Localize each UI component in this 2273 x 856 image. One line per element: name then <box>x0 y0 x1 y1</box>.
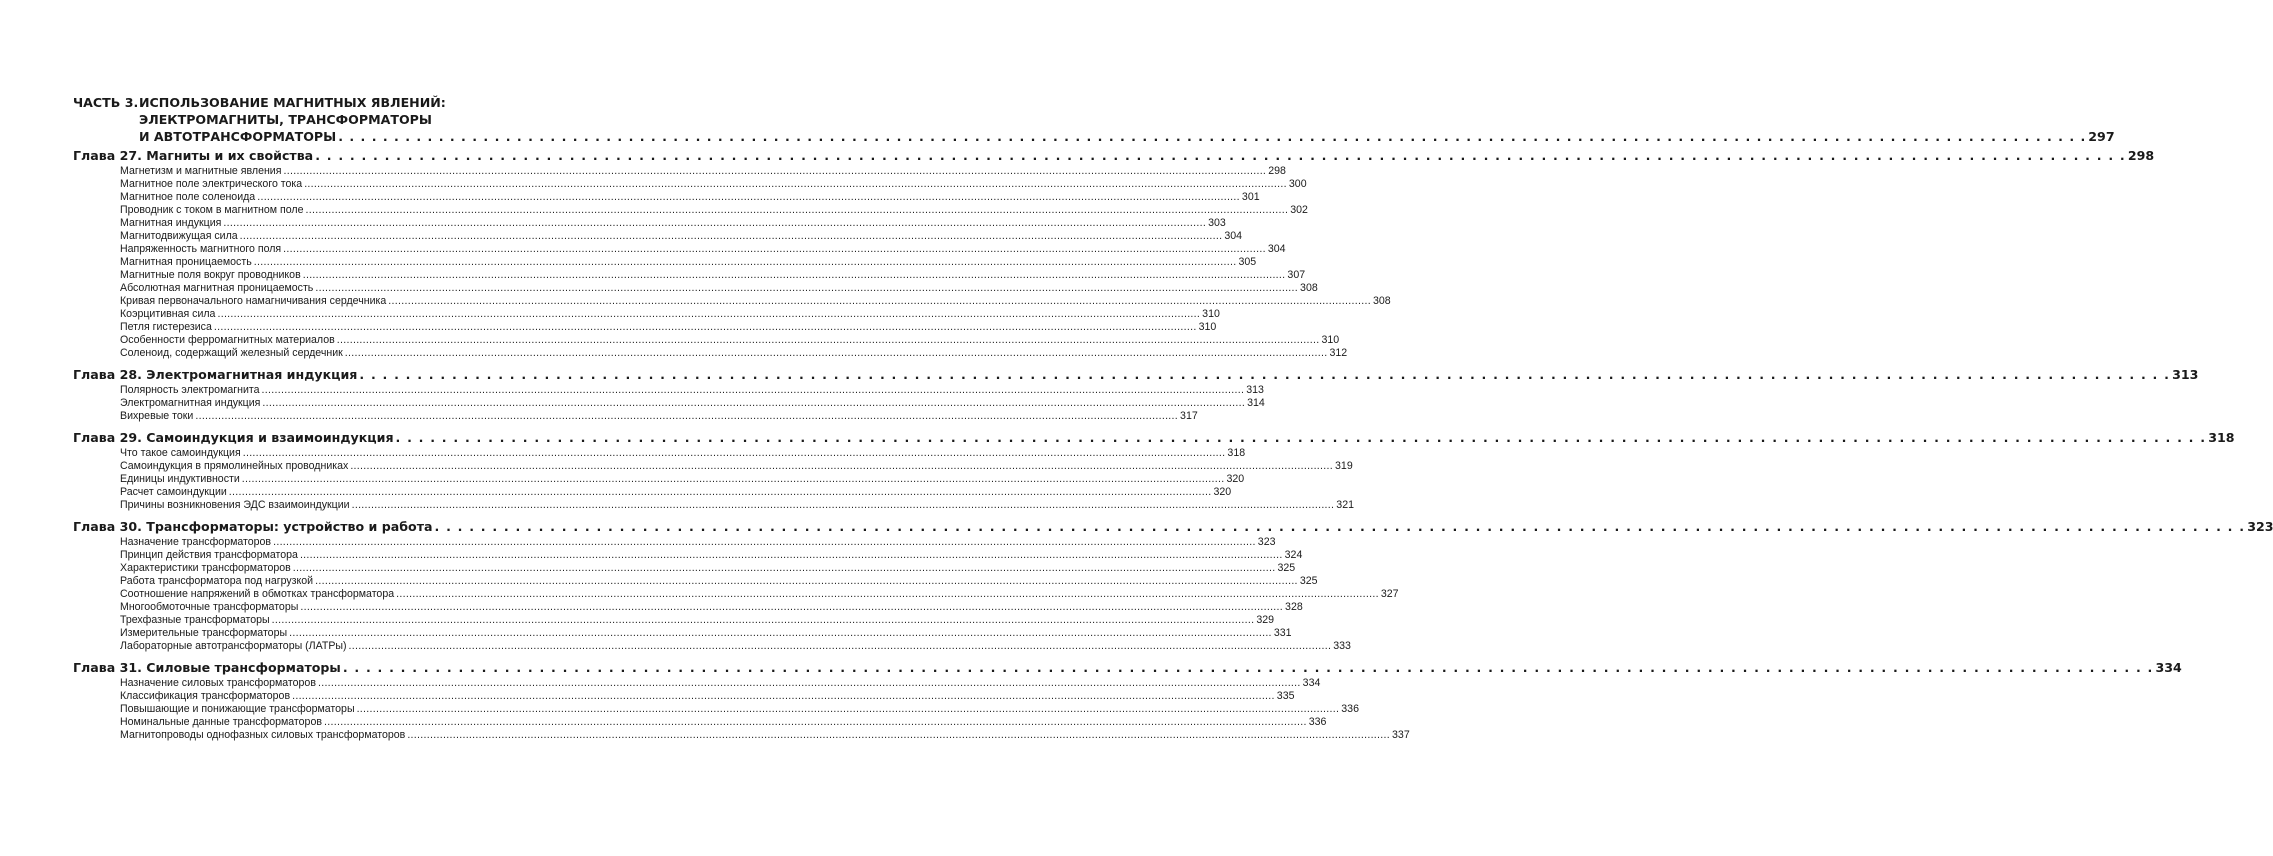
toc-entry[interactable] <box>120 334 1340 347</box>
toc-entry[interactable] <box>120 243 1286 256</box>
part-title-line: ИСПОЛЬЗОВАНИЕ МАГНИТНЫХ ЯВЛЕНИЙ: <box>139 95 446 110</box>
dot-leader <box>345 347 1328 360</box>
chapter <box>73 147 2155 360</box>
toc-entry-title: Соотношение напряжений в обмотках трансформатора <box>120 588 395 600</box>
toc-entry[interactable] <box>120 614 1275 627</box>
toc-entry[interactable] <box>120 217 1226 230</box>
toc-entry[interactable] <box>120 397 1265 410</box>
dot-leader <box>338 128 2086 145</box>
chapter-title: Глава 30. Трансформаторы: устройство и работа <box>73 519 433 534</box>
chapter-list <box>73 147 2273 742</box>
toc-entry-page: 324 <box>1284 549 1303 561</box>
toc-entry-title: Абсолютная магнитная проницаемость <box>120 282 314 294</box>
toc-entry-page: 300 <box>1288 178 1307 190</box>
chapter-heading[interactable] <box>73 366 2199 383</box>
toc-entry-page: 319 <box>1335 460 1353 472</box>
toc-entry-title: Трехфазные трансформаторы <box>120 614 270 626</box>
toc-entry[interactable] <box>120 384 1264 397</box>
toc-entry-title: Особенности ферромагнитных материалов <box>120 334 335 346</box>
dot-leader <box>352 499 1335 512</box>
toc-entry[interactable] <box>120 460 1353 473</box>
toc-entry-page: 302 <box>1290 204 1308 216</box>
toc-entry-page: 305 <box>1238 256 1257 268</box>
dot-leader <box>349 640 1332 653</box>
toc-entry-page: 328 <box>1285 601 1303 613</box>
toc-entry[interactable] <box>120 347 1348 360</box>
dot-leader <box>315 575 1298 588</box>
toc-entry-title: Полярность электромагнита <box>120 384 260 396</box>
chapter-heading[interactable] <box>73 147 2155 164</box>
chapter-title: Глава 27. Магниты и их свойства <box>73 148 314 163</box>
dot-leader <box>315 282 1298 295</box>
toc-entry-page: 321 <box>1336 499 1354 511</box>
toc-entry[interactable] <box>120 486 1232 499</box>
chapter <box>73 366 2199 423</box>
dot-leader <box>357 703 1340 716</box>
toc-entry[interactable] <box>120 562 1296 575</box>
toc-entry[interactable] <box>120 703 1359 716</box>
dot-leader <box>283 243 1266 256</box>
toc-entry-page: 310 <box>1202 308 1220 320</box>
dot-leader <box>337 334 1320 347</box>
toc-entry-title: Магнитопроводы однофазных силовых трансформаторов <box>120 729 406 741</box>
toc-entry-title: Классификация трансформаторов <box>120 690 291 702</box>
toc-entry[interactable] <box>120 321 1217 334</box>
section-list <box>120 536 1399 653</box>
toc-entry-page: 336 <box>1308 716 1327 728</box>
toc-entry-page: 327 <box>1380 588 1399 600</box>
toc-entry-title: Единицы индуктивности <box>120 473 240 485</box>
dot-leader <box>407 729 1390 742</box>
dot-leader <box>243 447 1226 460</box>
dot-leader <box>257 191 1240 204</box>
toc-entry-title: Лабораторные автотрансформаторы (ЛАТРы) <box>120 640 347 652</box>
toc-entry-title: Магнитная проницаемость <box>120 256 252 268</box>
toc-entry[interactable] <box>120 640 1351 653</box>
toc-entry-page: 298 <box>1268 165 1286 177</box>
part-title-last-line <box>139 128 2115 145</box>
chapter-page-number: 318 <box>2208 430 2235 445</box>
toc-entry[interactable] <box>120 627 1292 640</box>
dot-leader <box>435 518 2246 535</box>
part-title-line: И АВТОТРАНСФОРМАТОРЫ <box>139 129 337 144</box>
dot-leader <box>289 627 1272 640</box>
dot-leader <box>300 549 1283 562</box>
dot-leader <box>292 690 1275 703</box>
toc-entry-page: 303 <box>1208 217 1226 229</box>
toc-entry-page: 334 <box>1302 677 1321 689</box>
toc-entry-page: 320 <box>1226 473 1245 485</box>
chapter <box>73 659 2182 742</box>
toc-entry[interactable] <box>120 410 1198 423</box>
toc-entry-title: Номинальные данные трансформаторов <box>120 716 322 728</box>
chapter-title: Глава 31. Силовые трансформаторы <box>73 660 341 675</box>
toc-entry-page: 317 <box>1180 410 1198 422</box>
toc-entry-page: 325 <box>1299 575 1318 587</box>
toc-entry-page: 325 <box>1277 562 1296 574</box>
toc-entry[interactable] <box>120 677 1321 690</box>
toc-entry-title: Магнитное поле электрического тока <box>120 178 303 190</box>
toc-entry-title: Многообмоточные трансформаторы <box>120 601 299 613</box>
toc-entry-title: Магнитная индукция <box>120 217 222 229</box>
dot-leader <box>195 410 1178 423</box>
toc-entry-page: 335 <box>1276 690 1295 702</box>
dot-leader <box>359 366 2170 383</box>
dot-leader <box>306 204 1289 217</box>
toc-entry-title: Назначение силовых трансформаторов <box>120 677 316 689</box>
toc-entry-page: 318 <box>1227 447 1246 459</box>
dot-leader <box>350 460 1333 473</box>
toc-entry-title: Характеристики трансформаторов <box>120 562 291 574</box>
toc-entry-title: Коэрцитивная сила <box>120 308 216 320</box>
toc-entry-title: Вихревые токи <box>120 410 194 422</box>
section-list <box>120 384 1265 423</box>
toc-entry-title: Причины возникновения ЭДС взаимоиндукции <box>120 499 350 511</box>
part-page-number: 297 <box>2088 129 2115 144</box>
toc-entry[interactable] <box>120 716 1327 729</box>
chapter <box>73 429 2235 512</box>
toc-entry[interactable] <box>120 308 1220 321</box>
chapter-heading[interactable] <box>73 518 2273 535</box>
toc-entry-title: Принцип действия трансформатора <box>120 549 298 561</box>
toc-entry-page: 308 <box>1372 295 1391 307</box>
dot-leader <box>254 256 1237 269</box>
chapter-page-number: 313 <box>2172 367 2199 382</box>
dot-leader <box>240 230 1223 243</box>
toc-entry-title: Электромагнитная индукция <box>120 397 261 409</box>
dot-leader <box>242 473 1225 486</box>
toc-entry[interactable] <box>120 230 1243 243</box>
toc-entry-title: Работа трансформатора под нагрузкой <box>120 575 314 587</box>
toc-entry-page: 308 <box>1300 282 1318 294</box>
dot-leader <box>343 659 2154 676</box>
dot-leader <box>318 677 1301 690</box>
chapter-page-number: 298 <box>2127 148 2155 163</box>
toc-entry[interactable] <box>120 690 1295 703</box>
table-of-contents <box>73 94 2273 748</box>
toc-entry-page: 314 <box>1247 397 1265 409</box>
toc-entry[interactable] <box>120 729 1410 742</box>
toc-entry-title: Напряженность магнитного поля <box>120 243 282 255</box>
section-list <box>120 447 1354 512</box>
toc-entry-title: Магнетизм и магнитные явления <box>120 165 282 177</box>
toc-entry[interactable] <box>120 588 1399 601</box>
dot-leader <box>304 178 1287 191</box>
toc-entry[interactable] <box>120 269 1306 282</box>
toc-entry-page: 304 <box>1267 243 1286 255</box>
chapter-title: Глава 29. Самоиндукция и взаимоиндукция <box>73 430 394 445</box>
chapter-heading[interactable] <box>73 429 2235 446</box>
toc-entry-title: Петля гистерезиса <box>120 321 212 333</box>
toc-entry-title: Магнитное поле соленоида <box>120 191 256 203</box>
toc-entry-page: 337 <box>1392 729 1410 741</box>
dot-leader <box>388 295 1371 308</box>
dot-leader <box>324 716 1307 729</box>
toc-entry-page: 329 <box>1256 614 1275 626</box>
chapter-heading[interactable] <box>73 659 2182 676</box>
part-heading <box>73 94 2115 145</box>
part-title <box>139 94 2115 145</box>
toc-entry-page: 333 <box>1333 640 1351 652</box>
toc-entry-title: Соленоид, содержащий железный сердечник <box>120 347 343 359</box>
toc-entry[interactable] <box>120 601 1303 614</box>
dot-leader <box>214 321 1197 334</box>
toc-entry-page: 312 <box>1329 347 1348 359</box>
toc-entry[interactable] <box>120 165 1286 178</box>
dot-leader <box>273 536 1256 549</box>
toc-entry[interactable] <box>120 191 1260 204</box>
toc-entry-page: 331 <box>1273 627 1292 639</box>
toc-entry-page: 313 <box>1246 384 1264 396</box>
dot-leader <box>315 147 2126 164</box>
toc-entry[interactable] <box>120 473 1245 486</box>
toc-entry-title: Назначение трансформаторов <box>120 536 272 548</box>
chapter-title: Глава 28. Электромагнитная индукция <box>73 367 358 382</box>
toc-entry-page: 336 <box>1341 703 1359 715</box>
chapter <box>73 518 2273 653</box>
toc-entry[interactable] <box>120 447 1246 460</box>
toc-entry[interactable] <box>120 204 1308 217</box>
dot-leader <box>262 384 1245 397</box>
section-list <box>120 677 1410 742</box>
toc-entry-title: Расчет самоиндукции <box>120 486 227 498</box>
dot-leader <box>262 397 1245 410</box>
toc-entry[interactable] <box>120 282 1318 295</box>
toc-entry[interactable] <box>120 536 1276 549</box>
toc-entry-title: Кривая первоначального намагничивания сердечника <box>120 295 387 307</box>
toc-entry-page: 310 <box>1321 334 1340 346</box>
dot-leader <box>283 165 1266 178</box>
dot-leader <box>272 614 1255 627</box>
toc-entry-title: Измерительные трансформаторы <box>120 627 288 639</box>
toc-entry-title: Проводник с током в магнитном поле <box>120 204 304 216</box>
toc-entry-title: Магнитные поля вокруг проводников <box>120 269 301 281</box>
dot-leader <box>396 429 2207 446</box>
dot-leader <box>217 308 1200 321</box>
toc-entry-page: 310 <box>1198 321 1217 333</box>
dot-leader <box>229 486 1212 499</box>
dot-leader <box>303 269 1286 282</box>
dot-leader <box>396 588 1379 601</box>
toc-entry-page: 323 <box>1257 536 1276 548</box>
dot-leader <box>300 601 1283 614</box>
toc-entry[interactable] <box>120 575 1318 588</box>
toc-entry-page: 307 <box>1287 269 1306 281</box>
toc-entry[interactable] <box>120 499 1354 512</box>
toc-entry-page: 301 <box>1241 191 1260 203</box>
toc-entry-title: Магнитодвижущая сила <box>120 230 238 242</box>
toc-entry-page: 320 <box>1213 486 1232 498</box>
toc-entry-page: 304 <box>1224 230 1243 242</box>
chapter-page-number: 323 <box>2247 519 2273 534</box>
chapter-page-number: 334 <box>2155 660 2182 675</box>
toc-entry-title: Самоиндукция в прямолинейных проводниках <box>120 460 349 472</box>
toc-entry-title: Повышающие и понижающие трансформаторы <box>120 703 355 715</box>
toc-entry-title: Что такое самоиндукция <box>120 447 241 459</box>
part-number: ЧАСТЬ 3. <box>73 95 139 110</box>
dot-leader <box>223 217 1206 230</box>
toc-entry[interactable] <box>120 549 1303 562</box>
toc-entry[interactable] <box>120 178 1307 191</box>
section-list <box>120 165 1391 360</box>
dot-leader <box>293 562 1276 575</box>
toc-entry[interactable] <box>120 295 1391 308</box>
toc-entry[interactable] <box>120 256 1257 269</box>
part-title-line: ЭЛЕКТРОМАГНИТЫ, ТРАНСФОРМАТОРЫ <box>139 112 432 127</box>
